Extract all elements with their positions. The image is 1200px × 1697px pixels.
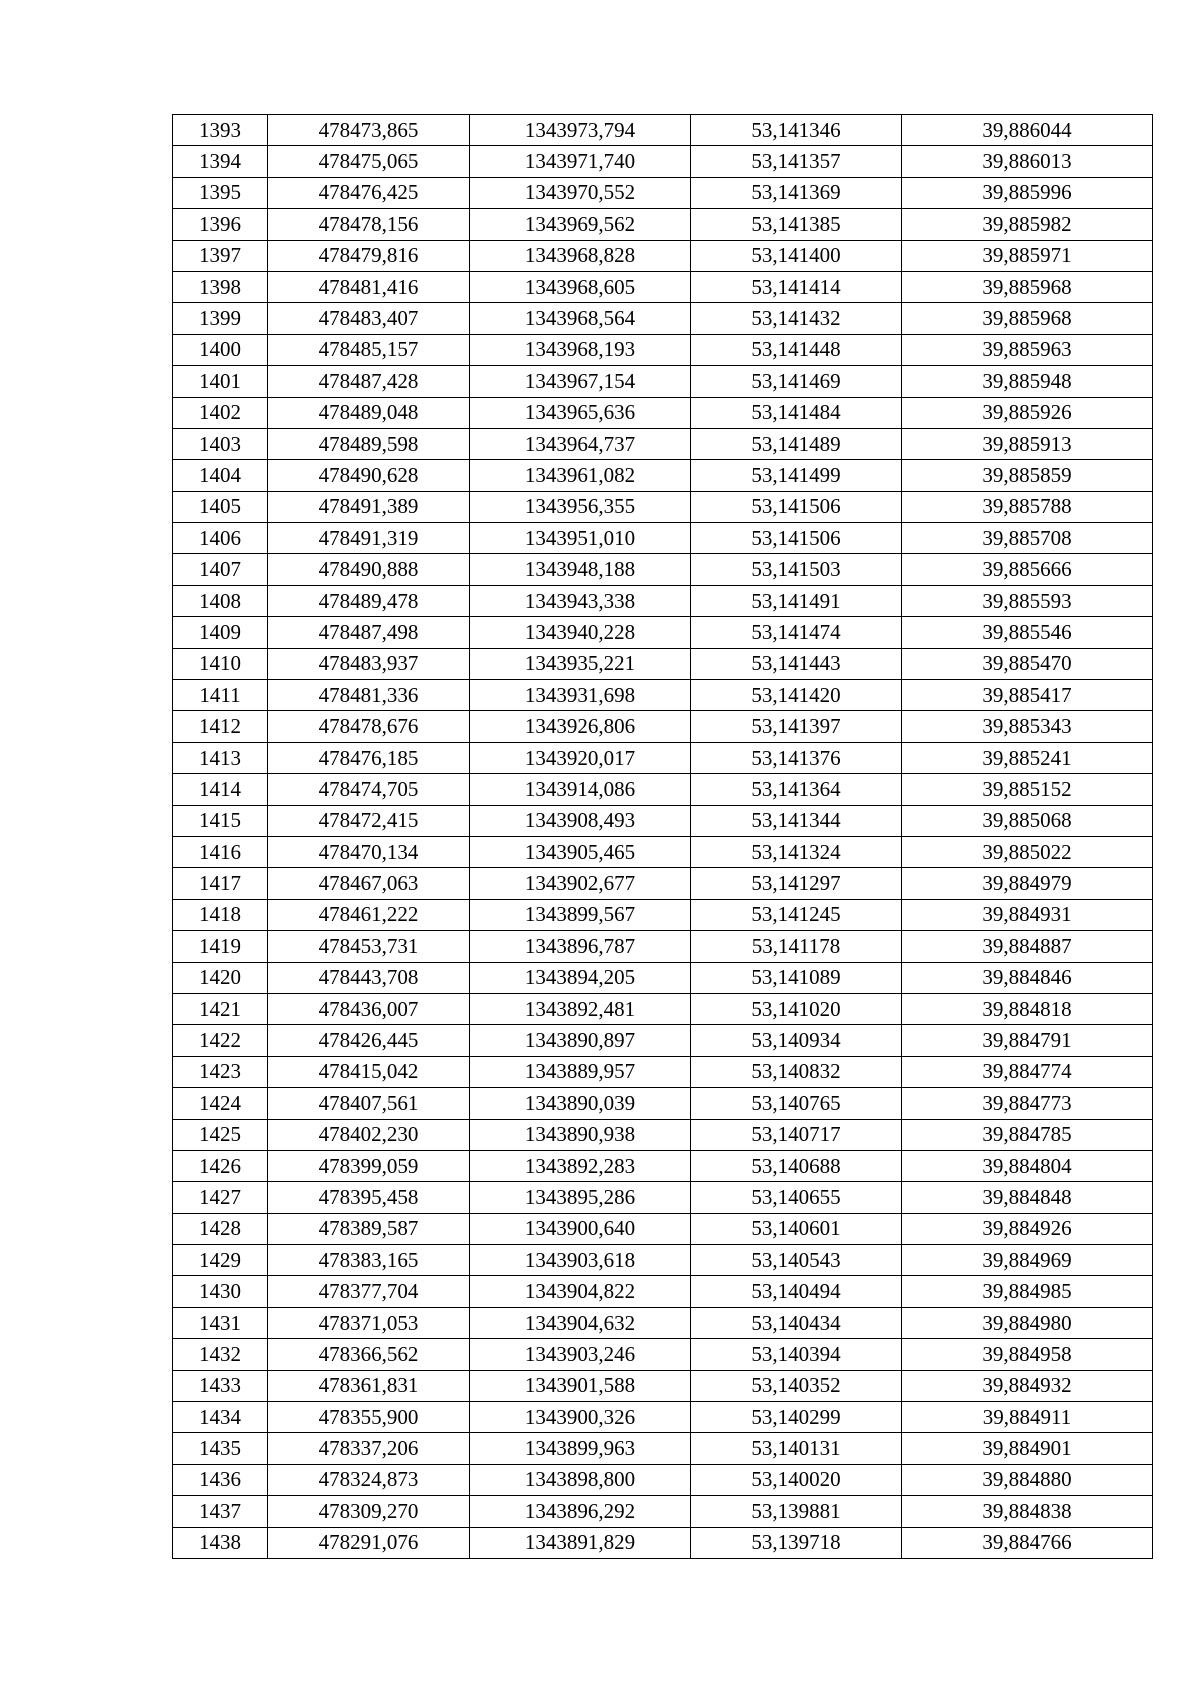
- longitude-cell: 39,884887: [902, 931, 1153, 962]
- point-number-cell: 1401: [173, 366, 268, 397]
- point-number-cell: 1430: [173, 1276, 268, 1307]
- table-row: [173, 1213, 1153, 1244]
- x-coordinate-cell: 478415,042: [268, 1056, 470, 1087]
- table-row: [173, 1527, 1153, 1558]
- latitude-cell: 53,140934: [691, 1025, 902, 1056]
- x-coordinate-cell: 478483,407: [268, 303, 470, 334]
- longitude-cell: 39,884838: [902, 1496, 1153, 1527]
- y-coordinate-cell: 1343891,829: [470, 1527, 691, 1558]
- longitude-cell: 39,885343: [902, 711, 1153, 742]
- longitude-cell: 39,884880: [902, 1464, 1153, 1495]
- x-coordinate-cell: 478426,445: [268, 1025, 470, 1056]
- x-coordinate-cell: 478475,065: [268, 146, 470, 177]
- table-row: [173, 931, 1153, 962]
- latitude-cell: 53,140494: [691, 1276, 902, 1307]
- point-number-cell: 1426: [173, 1150, 268, 1181]
- longitude-cell: 39,885152: [902, 774, 1153, 805]
- table-row: [173, 1496, 1153, 1527]
- longitude-cell: 39,885968: [902, 271, 1153, 302]
- latitude-cell: 53,141089: [691, 962, 902, 993]
- longitude-cell: 39,884785: [902, 1119, 1153, 1150]
- point-number-cell: 1412: [173, 711, 268, 742]
- x-coordinate-cell: 478476,425: [268, 177, 470, 208]
- table-row: [173, 836, 1153, 867]
- y-coordinate-cell: 1343920,017: [470, 742, 691, 773]
- table-row: [173, 1433, 1153, 1464]
- x-coordinate-cell: 478478,156: [268, 209, 470, 240]
- latitude-cell: 53,141369: [691, 177, 902, 208]
- x-coordinate-cell: 478461,222: [268, 899, 470, 930]
- table-row: [173, 209, 1153, 240]
- point-number-cell: 1411: [173, 680, 268, 711]
- table-row: [173, 680, 1153, 711]
- latitude-cell: 53,141474: [691, 617, 902, 648]
- y-coordinate-cell: 1343971,740: [470, 146, 691, 177]
- x-coordinate-cell: 478377,704: [268, 1276, 470, 1307]
- table-row: [173, 523, 1153, 554]
- longitude-cell: 39,884985: [902, 1276, 1153, 1307]
- x-coordinate-cell: 478399,059: [268, 1150, 470, 1181]
- latitude-cell: 53,140299: [691, 1402, 902, 1433]
- latitude-cell: 53,141506: [691, 491, 902, 522]
- point-number-cell: 1435: [173, 1433, 268, 1464]
- point-number-cell: 1434: [173, 1402, 268, 1433]
- longitude-cell: 39,884791: [902, 1025, 1153, 1056]
- point-number-cell: 1437: [173, 1496, 268, 1527]
- x-coordinate-cell: 478478,676: [268, 711, 470, 742]
- point-number-cell: 1395: [173, 177, 268, 208]
- latitude-cell: 53,140543: [691, 1245, 902, 1276]
- longitude-cell: 39,884804: [902, 1150, 1153, 1181]
- y-coordinate-cell: 1343969,562: [470, 209, 691, 240]
- latitude-cell: 53,140131: [691, 1433, 902, 1464]
- longitude-cell: 39,885241: [902, 742, 1153, 773]
- latitude-cell: 53,141469: [691, 366, 902, 397]
- y-coordinate-cell: 1343951,010: [470, 523, 691, 554]
- x-coordinate-cell: 478467,063: [268, 868, 470, 899]
- y-coordinate-cell: 1343904,822: [470, 1276, 691, 1307]
- latitude-cell: 53,140832: [691, 1056, 902, 1087]
- y-coordinate-cell: 1343908,493: [470, 805, 691, 836]
- y-coordinate-cell: 1343890,039: [470, 1088, 691, 1119]
- point-number-cell: 1405: [173, 491, 268, 522]
- point-number-cell: 1399: [173, 303, 268, 334]
- table-row: [173, 554, 1153, 585]
- longitude-cell: 39,884774: [902, 1056, 1153, 1087]
- x-coordinate-cell: 478491,319: [268, 523, 470, 554]
- y-coordinate-cell: 1343899,963: [470, 1433, 691, 1464]
- point-number-cell: 1433: [173, 1370, 268, 1401]
- x-coordinate-cell: 478361,831: [268, 1370, 470, 1401]
- latitude-cell: 53,141491: [691, 585, 902, 616]
- y-coordinate-cell: 1343896,292: [470, 1496, 691, 1527]
- y-coordinate-cell: 1343901,588: [470, 1370, 691, 1401]
- longitude-cell: 39,884969: [902, 1245, 1153, 1276]
- x-coordinate-cell: 478291,076: [268, 1527, 470, 1558]
- x-coordinate-cell: 478436,007: [268, 993, 470, 1024]
- point-number-cell: 1438: [173, 1527, 268, 1558]
- x-coordinate-cell: 478309,270: [268, 1496, 470, 1527]
- table-row: [173, 1464, 1153, 1495]
- point-number-cell: 1423: [173, 1056, 268, 1087]
- latitude-cell: 53,140655: [691, 1182, 902, 1213]
- longitude-cell: 39,885546: [902, 617, 1153, 648]
- y-coordinate-cell: 1343964,737: [470, 428, 691, 459]
- latitude-cell: 53,141385: [691, 209, 902, 240]
- y-coordinate-cell: 1343896,787: [470, 931, 691, 962]
- point-number-cell: 1394: [173, 146, 268, 177]
- y-coordinate-cell: 1343892,283: [470, 1150, 691, 1181]
- table-row: [173, 397, 1153, 428]
- y-coordinate-cell: 1343970,552: [470, 177, 691, 208]
- longitude-cell: 39,884931: [902, 899, 1153, 930]
- x-coordinate-cell: 478383,165: [268, 1245, 470, 1276]
- latitude-cell: 53,141448: [691, 334, 902, 365]
- point-number-cell: 1427: [173, 1182, 268, 1213]
- table-row: [173, 648, 1153, 679]
- point-number-cell: 1416: [173, 836, 268, 867]
- y-coordinate-cell: 1343903,246: [470, 1339, 691, 1370]
- point-number-cell: 1404: [173, 460, 268, 491]
- longitude-cell: 39,884848: [902, 1182, 1153, 1213]
- latitude-cell: 53,141397: [691, 711, 902, 742]
- point-number-cell: 1408: [173, 585, 268, 616]
- longitude-cell: 39,884901: [902, 1433, 1153, 1464]
- point-number-cell: 1424: [173, 1088, 268, 1119]
- latitude-cell: 53,141344: [691, 805, 902, 836]
- point-number-cell: 1398: [173, 271, 268, 302]
- y-coordinate-cell: 1343890,897: [470, 1025, 691, 1056]
- point-number-cell: 1420: [173, 962, 268, 993]
- table-row: [173, 366, 1153, 397]
- point-number-cell: 1406: [173, 523, 268, 554]
- longitude-cell: 39,885708: [902, 523, 1153, 554]
- table-row: [173, 1182, 1153, 1213]
- latitude-cell: 53,141503: [691, 554, 902, 585]
- table-row: [173, 1339, 1153, 1370]
- latitude-cell: 53,141420: [691, 680, 902, 711]
- y-coordinate-cell: 1343968,605: [470, 271, 691, 302]
- point-number-cell: 1400: [173, 334, 268, 365]
- longitude-cell: 39,884932: [902, 1370, 1153, 1401]
- point-number-cell: 1429: [173, 1245, 268, 1276]
- longitude-cell: 39,884926: [902, 1213, 1153, 1244]
- longitude-cell: 39,885963: [902, 334, 1153, 365]
- point-number-cell: 1431: [173, 1307, 268, 1338]
- latitude-cell: 53,141020: [691, 993, 902, 1024]
- y-coordinate-cell: 1343956,355: [470, 491, 691, 522]
- point-number-cell: 1432: [173, 1339, 268, 1370]
- point-number-cell: 1403: [173, 428, 268, 459]
- latitude-cell: 53,141506: [691, 523, 902, 554]
- latitude-cell: 53,140434: [691, 1307, 902, 1338]
- x-coordinate-cell: 478473,865: [268, 115, 470, 146]
- point-number-cell: 1414: [173, 774, 268, 805]
- latitude-cell: 53,140352: [691, 1370, 902, 1401]
- table-row: [173, 1245, 1153, 1276]
- y-coordinate-cell: 1343940,228: [470, 617, 691, 648]
- longitude-cell: 39,885996: [902, 177, 1153, 208]
- point-number-cell: 1393: [173, 115, 268, 146]
- table-row: [173, 303, 1153, 334]
- x-coordinate-cell: 478453,731: [268, 931, 470, 962]
- table-row: [173, 115, 1153, 146]
- x-coordinate-cell: 478402,230: [268, 1119, 470, 1150]
- y-coordinate-cell: 1343894,205: [470, 962, 691, 993]
- table-row: [173, 1150, 1153, 1181]
- y-coordinate-cell: 1343892,481: [470, 993, 691, 1024]
- point-number-cell: 1418: [173, 899, 268, 930]
- latitude-cell: 53,141178: [691, 931, 902, 962]
- table-row: [173, 428, 1153, 459]
- y-coordinate-cell: 1343935,221: [470, 648, 691, 679]
- point-number-cell: 1415: [173, 805, 268, 836]
- latitude-cell: 53,141400: [691, 240, 902, 271]
- table-row: [173, 962, 1153, 993]
- latitude-cell: 53,141499: [691, 460, 902, 491]
- table-row: [173, 491, 1153, 522]
- longitude-cell: 39,884911: [902, 1402, 1153, 1433]
- point-number-cell: 1409: [173, 617, 268, 648]
- y-coordinate-cell: 1343926,806: [470, 711, 691, 742]
- table-row: [173, 334, 1153, 365]
- point-number-cell: 1421: [173, 993, 268, 1024]
- point-number-cell: 1419: [173, 931, 268, 962]
- x-coordinate-cell: 478474,705: [268, 774, 470, 805]
- point-number-cell: 1410: [173, 648, 268, 679]
- longitude-cell: 39,886044: [902, 115, 1153, 146]
- x-coordinate-cell: 478481,416: [268, 271, 470, 302]
- latitude-cell: 53,141414: [691, 271, 902, 302]
- table-row: [173, 1119, 1153, 1150]
- point-number-cell: 1413: [173, 742, 268, 773]
- table-row: [173, 1307, 1153, 1338]
- latitude-cell: 53,141357: [691, 146, 902, 177]
- latitude-cell: 53,140688: [691, 1150, 902, 1181]
- point-number-cell: 1417: [173, 868, 268, 899]
- longitude-cell: 39,884958: [902, 1339, 1153, 1370]
- table-row: [173, 805, 1153, 836]
- table-row: [173, 1088, 1153, 1119]
- longitude-cell: 39,885788: [902, 491, 1153, 522]
- longitude-cell: 39,884846: [902, 962, 1153, 993]
- latitude-cell: 53,141324: [691, 836, 902, 867]
- x-coordinate-cell: 478407,561: [268, 1088, 470, 1119]
- table-row: [173, 460, 1153, 491]
- latitude-cell: 53,140020: [691, 1464, 902, 1495]
- x-coordinate-cell: 478485,157: [268, 334, 470, 365]
- point-number-cell: 1422: [173, 1025, 268, 1056]
- table-row: [173, 1025, 1153, 1056]
- point-number-cell: 1397: [173, 240, 268, 271]
- latitude-cell: 53,140601: [691, 1213, 902, 1244]
- y-coordinate-cell: 1343931,698: [470, 680, 691, 711]
- x-coordinate-cell: 478443,708: [268, 962, 470, 993]
- table-row: [173, 899, 1153, 930]
- y-coordinate-cell: 1343899,567: [470, 899, 691, 930]
- x-coordinate-cell: 478395,458: [268, 1182, 470, 1213]
- point-number-cell: 1436: [173, 1464, 268, 1495]
- latitude-cell: 53,141443: [691, 648, 902, 679]
- y-coordinate-cell: 1343961,082: [470, 460, 691, 491]
- latitude-cell: 53,141432: [691, 303, 902, 334]
- y-coordinate-cell: 1343903,618: [470, 1245, 691, 1276]
- y-coordinate-cell: 1343898,800: [470, 1464, 691, 1495]
- table-row: [173, 993, 1153, 1024]
- longitude-cell: 39,885913: [902, 428, 1153, 459]
- longitude-cell: 39,884818: [902, 993, 1153, 1024]
- table-row: [173, 585, 1153, 616]
- table-row: [173, 711, 1153, 742]
- longitude-cell: 39,884980: [902, 1307, 1153, 1338]
- latitude-cell: 53,140717: [691, 1119, 902, 1150]
- y-coordinate-cell: 1343968,828: [470, 240, 691, 271]
- y-coordinate-cell: 1343890,938: [470, 1119, 691, 1150]
- point-number-cell: 1425: [173, 1119, 268, 1150]
- table-row: [173, 868, 1153, 899]
- coordinates-table: [172, 114, 1153, 1559]
- table-row: [173, 177, 1153, 208]
- y-coordinate-cell: 1343965,636: [470, 397, 691, 428]
- coordinates-table-body: [173, 115, 1153, 1559]
- longitude-cell: 39,885948: [902, 366, 1153, 397]
- y-coordinate-cell: 1343900,326: [470, 1402, 691, 1433]
- longitude-cell: 39,885926: [902, 397, 1153, 428]
- table-row: [173, 1402, 1153, 1433]
- x-coordinate-cell: 478483,937: [268, 648, 470, 679]
- x-coordinate-cell: 478489,478: [268, 585, 470, 616]
- table-row: [173, 1056, 1153, 1087]
- point-number-cell: 1407: [173, 554, 268, 585]
- longitude-cell: 39,884773: [902, 1088, 1153, 1119]
- longitude-cell: 39,886013: [902, 146, 1153, 177]
- longitude-cell: 39,885968: [902, 303, 1153, 334]
- table-row: [173, 1276, 1153, 1307]
- longitude-cell: 39,885068: [902, 805, 1153, 836]
- table-row: [173, 742, 1153, 773]
- y-coordinate-cell: 1343968,193: [470, 334, 691, 365]
- longitude-cell: 39,885859: [902, 460, 1153, 491]
- x-coordinate-cell: 478366,562: [268, 1339, 470, 1370]
- latitude-cell: 53,140765: [691, 1088, 902, 1119]
- point-number-cell: 1396: [173, 209, 268, 240]
- y-coordinate-cell: 1343914,086: [470, 774, 691, 805]
- longitude-cell: 39,885022: [902, 836, 1153, 867]
- x-coordinate-cell: 478337,206: [268, 1433, 470, 1464]
- latitude-cell: 53,141297: [691, 868, 902, 899]
- table-row: [173, 1370, 1153, 1401]
- longitude-cell: 39,885417: [902, 680, 1153, 711]
- y-coordinate-cell: 1343973,794: [470, 115, 691, 146]
- x-coordinate-cell: 478324,873: [268, 1464, 470, 1495]
- x-coordinate-cell: 478371,053: [268, 1307, 470, 1338]
- longitude-cell: 39,885982: [902, 209, 1153, 240]
- x-coordinate-cell: 478490,628: [268, 460, 470, 491]
- y-coordinate-cell: 1343905,465: [470, 836, 691, 867]
- table-row: [173, 617, 1153, 648]
- longitude-cell: 39,884766: [902, 1527, 1153, 1558]
- longitude-cell: 39,885470: [902, 648, 1153, 679]
- y-coordinate-cell: 1343900,640: [470, 1213, 691, 1244]
- y-coordinate-cell: 1343904,632: [470, 1307, 691, 1338]
- point-number-cell: 1402: [173, 397, 268, 428]
- y-coordinate-cell: 1343895,286: [470, 1182, 691, 1213]
- x-coordinate-cell: 478389,587: [268, 1213, 470, 1244]
- latitude-cell: 53,141346: [691, 115, 902, 146]
- table-row: [173, 774, 1153, 805]
- x-coordinate-cell: 478489,598: [268, 428, 470, 459]
- x-coordinate-cell: 478487,498: [268, 617, 470, 648]
- longitude-cell: 39,884979: [902, 868, 1153, 899]
- y-coordinate-cell: 1343889,957: [470, 1056, 691, 1087]
- x-coordinate-cell: 478355,900: [268, 1402, 470, 1433]
- longitude-cell: 39,885971: [902, 240, 1153, 271]
- x-coordinate-cell: 478472,415: [268, 805, 470, 836]
- latitude-cell: 53,141376: [691, 742, 902, 773]
- x-coordinate-cell: 478476,185: [268, 742, 470, 773]
- latitude-cell: 53,139881: [691, 1496, 902, 1527]
- latitude-cell: 53,141489: [691, 428, 902, 459]
- latitude-cell: 53,140394: [691, 1339, 902, 1370]
- x-coordinate-cell: 478489,048: [268, 397, 470, 428]
- latitude-cell: 53,141245: [691, 899, 902, 930]
- x-coordinate-cell: 478490,888: [268, 554, 470, 585]
- latitude-cell: 53,139718: [691, 1527, 902, 1558]
- x-coordinate-cell: 478491,389: [268, 491, 470, 522]
- x-coordinate-cell: 478470,134: [268, 836, 470, 867]
- longitude-cell: 39,885593: [902, 585, 1153, 616]
- point-number-cell: 1428: [173, 1213, 268, 1244]
- latitude-cell: 53,141484: [691, 397, 902, 428]
- y-coordinate-cell: 1343948,188: [470, 554, 691, 585]
- table-row: [173, 240, 1153, 271]
- x-coordinate-cell: 478481,336: [268, 680, 470, 711]
- table-row: [173, 146, 1153, 177]
- longitude-cell: 39,885666: [902, 554, 1153, 585]
- table-row: [173, 271, 1153, 302]
- y-coordinate-cell: 1343967,154: [470, 366, 691, 397]
- y-coordinate-cell: 1343968,564: [470, 303, 691, 334]
- latitude-cell: 53,141364: [691, 774, 902, 805]
- y-coordinate-cell: 1343902,677: [470, 868, 691, 899]
- x-coordinate-cell: 478479,816: [268, 240, 470, 271]
- x-coordinate-cell: 478487,428: [268, 366, 470, 397]
- y-coordinate-cell: 1343943,338: [470, 585, 691, 616]
